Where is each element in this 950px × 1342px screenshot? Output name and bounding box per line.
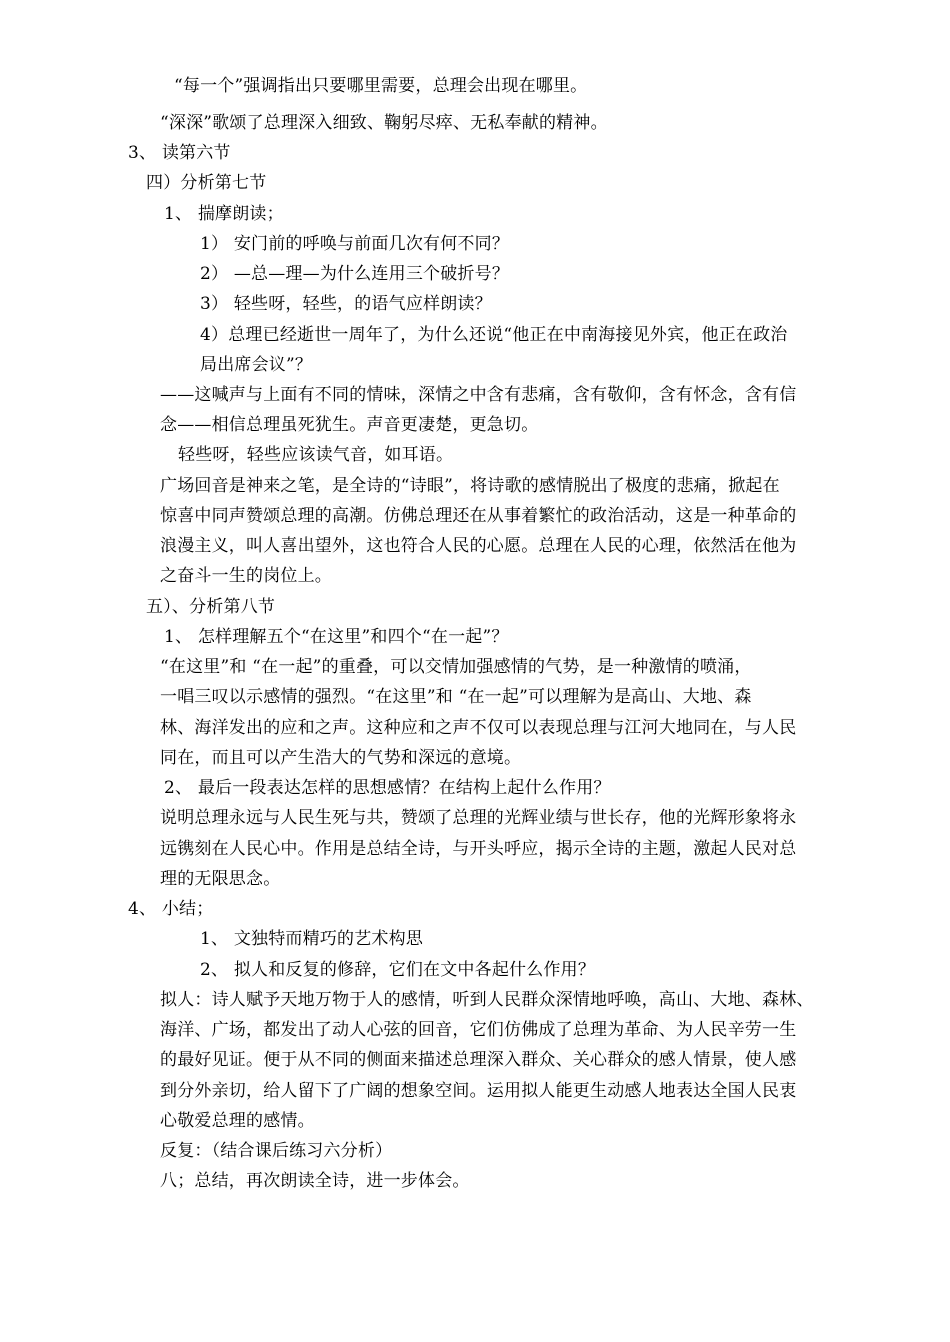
text-line: 海洋、广场，都发出了动人心弦的回音，它们仿佛成了总理为革命、为人民辛劳一生 — [160, 1020, 797, 1040]
text-line: 念——相信总理虽死犹生。声音更凄楚，更急切。 — [160, 415, 539, 435]
text-line: 3） 轻些呀，轻些，的语气应样朗读？ — [200, 294, 492, 314]
text-line: 轻些呀，轻些应该读气音，如耳语。 — [178, 445, 454, 465]
text-line: 心敬爱总理的感情。 — [160, 1111, 315, 1131]
text-line: 2） —总—理—为什么连用三个破折号？ — [200, 264, 510, 284]
text-line: 四）分析第七节 — [146, 173, 267, 193]
text-line: 1、 文独特而精巧的艺术构思 — [200, 929, 424, 949]
text-line: ——这喊声与上面有不同的情味，深情之中含有悲痛，含有敬仰，含有怀念，含有信 — [160, 385, 797, 405]
text-line: 反复：（结合课后练习六分析） — [160, 1141, 393, 1161]
text-line: 4）总理已经逝世一周年了，为什么还说“他正在中南海接见外宾，他正在政治 — [200, 325, 788, 345]
text-line: 八；总结，再次朗读全诗，进一步体会。 — [160, 1171, 470, 1191]
text-line: 1、 揣摩朗读； — [164, 204, 284, 224]
text-line: 3、 读第六节 — [128, 143, 231, 163]
text-line: 一唱三叹以示感情的强烈。“在这里”和 “在一起”可以理解为是高山、大地、森 — [160, 687, 752, 707]
text-line: “在这里”和 “在一起”的重叠，可以交情加强感情的气势，是一种激情的喷涌， — [160, 657, 752, 677]
text-line: 1） 安门前的呼唤与前面几次有何不同？ — [200, 234, 510, 254]
text-line: 之奋斗一生的岗位上。 — [160, 566, 332, 586]
text-line: 同在，而且可以产生浩大的气势和深远的意境。 — [160, 748, 522, 768]
text-line: 的最好见证。便于从不同的侧面来描述总理深入群众、关心群众的感人情景，使人感 — [160, 1050, 797, 1070]
text-line: 2、 拟人和反复的修辞，它们在文中各起什么作用？ — [200, 960, 596, 980]
text-line: 惊喜中同声赞颂总理的高潮。仿佛总理还在从事着繁忙的政治活动，这是一种革命的 — [160, 506, 797, 526]
text-line: “深深”歌颂了总理深入细致、鞠躬尽瘁、无私奉献的精神。 — [160, 113, 608, 133]
text-line: 广场回音是神来之笔，是全诗的“诗眼”，将诗歌的感情脱出了极度的悲痛，掀起在 — [160, 476, 780, 496]
text-line: 1、 怎样理解五个“在这里”和四个“在一起”？ — [164, 627, 509, 647]
text-line: 理的无限思念。 — [160, 869, 281, 889]
text-line: 2、 最后一段表达怎样的思想感情？在结构上起什么作用？ — [164, 778, 611, 798]
text-line: 到分外亲切，给人留下了广阔的想象空间。运用拟人能更生动感人地表达全国人民衷 — [160, 1081, 797, 1101]
text-line: 林、海洋发出的应和之声。这种应和之声不仅可以表现总理与江河大地同在，与人民 — [160, 718, 797, 738]
text-line: 4、 小结； — [128, 899, 214, 919]
text-line: “每一个”强调指出只要哪里需要，总理会出现在哪里。 — [174, 76, 588, 96]
text-line: 拟人：诗人赋予天地万物于人的感情，听到人民群众深情地呼唤，高山、大地、森林、 — [160, 990, 814, 1010]
text-line: 浪漫主义，叫人喜出望外，这也符合人民的心愿。总理在人民的心理，依然活在他为 — [160, 536, 797, 556]
text-line: 五）、分析第八节 — [146, 597, 276, 617]
text-line: 局出席会议”？ — [200, 355, 313, 375]
text-line: 说明总理永远与人民生死与共，赞颂了总理的光辉业绩与世长存，他的光辉形象将永 — [160, 808, 797, 828]
text-line: 远镌刻在人民心中。作用是总结全诗，与开头呼应，揭示全诗的主题，激起人民对总 — [160, 839, 797, 859]
